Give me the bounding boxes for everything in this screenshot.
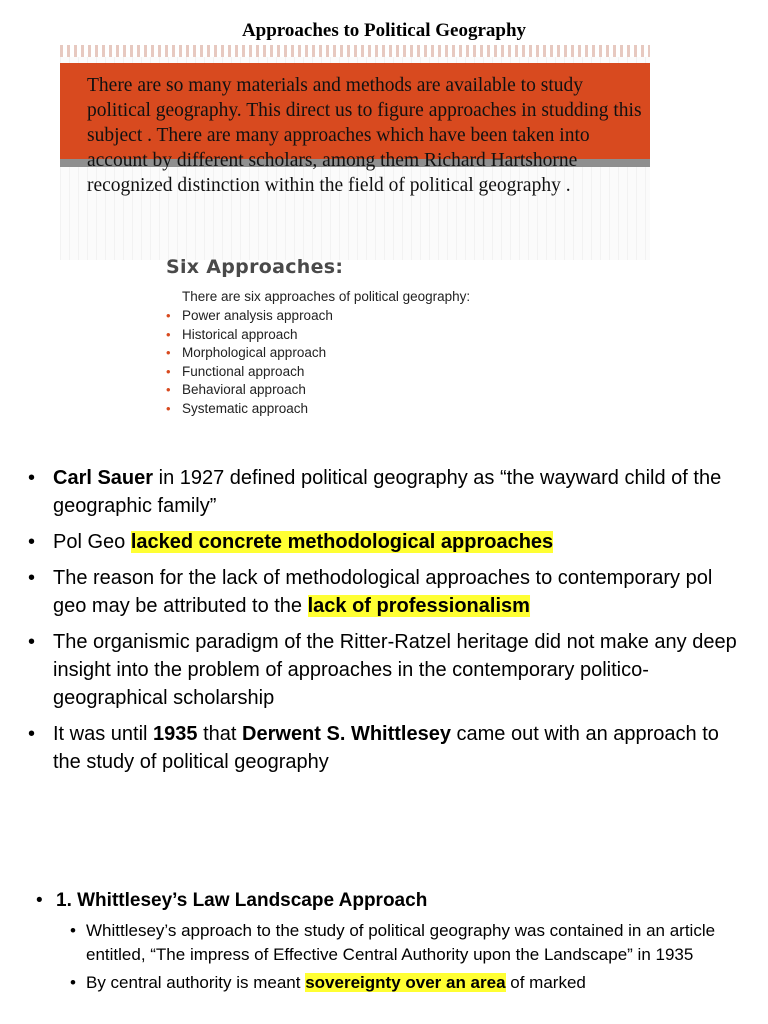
bullet-pol-geo: • Pol Geo lacked concrete methodological approaches <box>28 528 748 556</box>
bullet-icon: • <box>36 890 43 911</box>
bullet-dot-icon: • <box>166 326 171 342</box>
six-approaches-heading: Six Approaches: <box>166 256 344 278</box>
list-item: • Power analysis approach <box>166 307 333 326</box>
section-heading: • 1. Whittlesey’s Law Landscape Approach <box>36 888 756 914</box>
bullet-icon: • <box>28 567 36 589</box>
list-item: • Whittlesey’s approach to the study of political geography was contained in an article entitled, “The impress of Effective Central Authority upon the Landscape” in 1935 <box>70 921 716 964</box>
list-item: • Systematic approach <box>166 400 333 419</box>
bullet-icon: • <box>28 723 36 745</box>
bullet-icon: • <box>70 921 76 940</box>
page-title: Approaches to Political Geography <box>241 20 527 41</box>
section-sub-list <box>70 919 750 999</box>
highlight: lack of professionalism <box>307 595 530 617</box>
highlight: sovereignty over an area <box>305 973 506 992</box>
list-item: • Functional approach <box>166 363 333 382</box>
bullet-whittlesey-1935: • It was until 1935 that Derwent S. Whittlesey came out with an approach to the study of political geography <box>28 720 748 776</box>
bullet-icon: • <box>70 973 76 992</box>
bullet-reason: • The reason for the lack of methodological approaches to contemporary pol geo may be attributed to the lack of professionalism <box>28 564 748 620</box>
list-item: • Behavioral approach <box>166 381 333 400</box>
bullet-carl-sauer: • Carl Sauer in 1927 defined political geography as “the wayward child of the geographic family” <box>28 464 748 520</box>
six-approaches-list <box>166 307 333 418</box>
bullet-dot-icon: • <box>166 308 171 323</box>
bullet-organismic: • The organismic paradigm of the Ritter-Ratzel heritage did not make any deep insight into the problem of approaches in the contemporary politico-geographical scholarship <box>28 628 748 712</box>
slide-top-band <box>60 45 650 57</box>
bullet-dot-icon: • <box>166 400 171 416</box>
slide-paragraph: There are so many materials and methods are available to study political geography. This direct us to figure approaches in studding this subject . There are many approaches which have been taken into account by different scholars, among them Richard Hartshorne recognized distinction within the field of political geography . <box>87 75 642 196</box>
main-bullet-list <box>28 464 748 784</box>
list-item: • Historical approach <box>166 326 333 345</box>
six-approaches-intro: There are six approaches of political geography: <box>182 289 471 304</box>
bullet-dot-icon: • <box>166 382 171 397</box>
highlight: lacked concrete methodological approaches <box>130 531 554 553</box>
list-item: • By central authority is meant sovereignty over an area of marked <box>70 971 750 995</box>
list-item: • Morphological approach <box>166 344 333 363</box>
bullet-dot-icon: • <box>166 345 171 360</box>
bullet-icon: • <box>28 531 36 553</box>
slide-image <box>60 45 650 260</box>
bullet-icon: • <box>28 631 36 653</box>
bullet-dot-icon: • <box>166 363 171 379</box>
bullet-icon: • <box>28 467 36 489</box>
